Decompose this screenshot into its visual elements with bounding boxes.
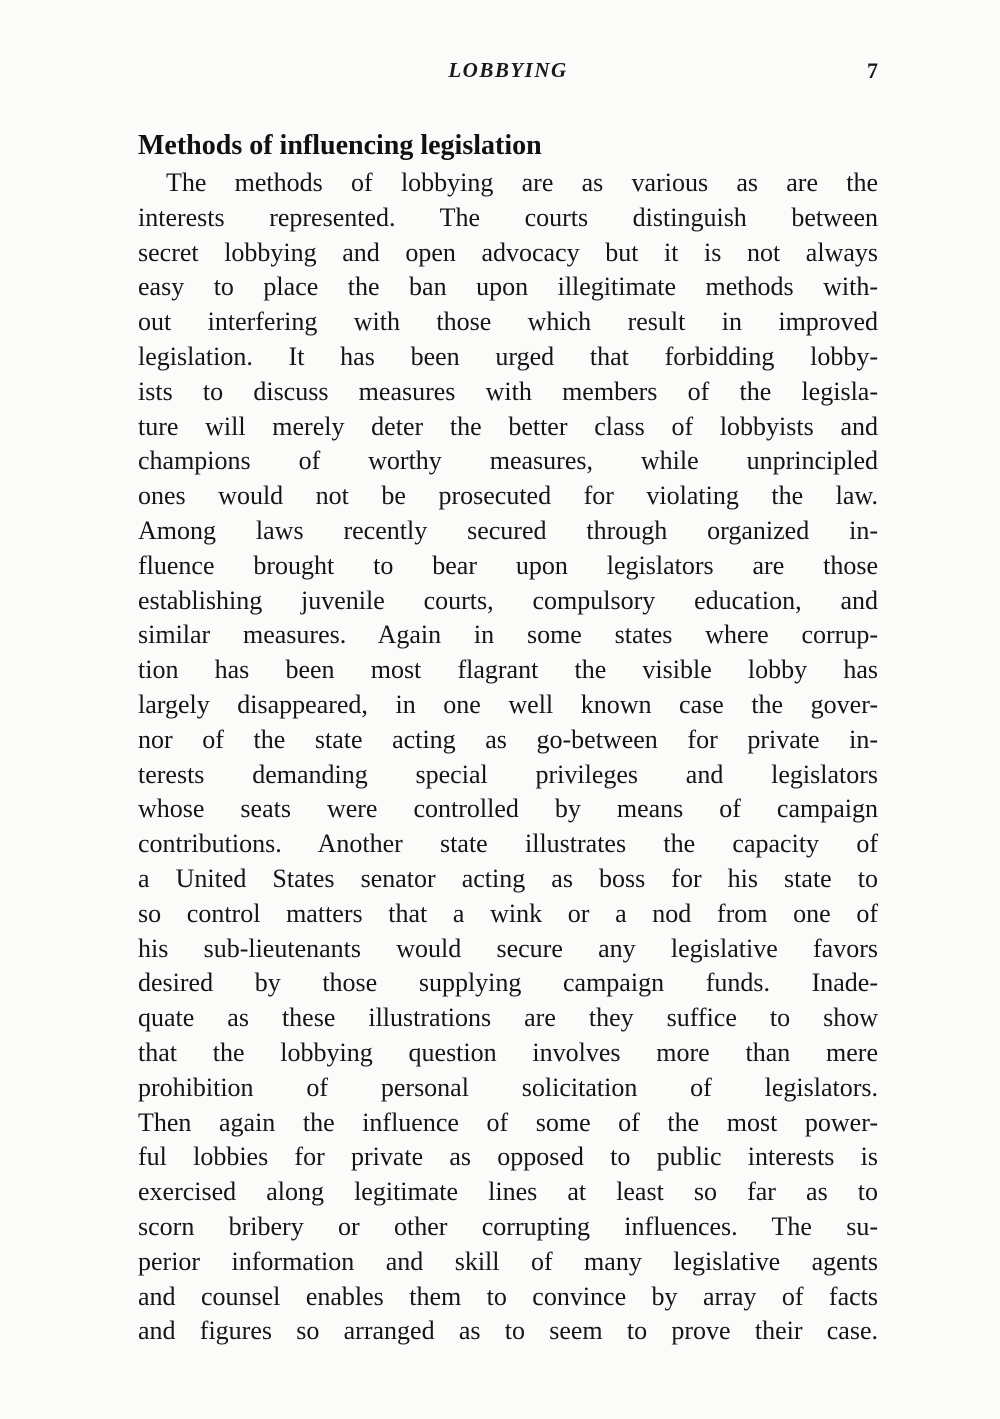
text-line: similar measures. Again in some states where corrup- [138,620,878,650]
text-line: terests demanding special privileges and legislators [138,759,878,789]
text-line: ture will merely deter the better class of lobbyists and [138,411,878,441]
section-heading: Methods of influencing legislation [138,130,542,161]
text-line: secret lobbying and open advocacy but it is not always [138,237,878,267]
text-line: and figures so arranged as to seem to prove their case. [138,1316,878,1346]
text-line: nor of the state acting as go-between for private in- [138,724,878,754]
text-line: so control matters that a wink or a nod from one of [138,898,878,928]
text-line: desired by those supplying campaign funds. Inade- [138,968,878,998]
text-line: Then again the influence of some of the most power- [138,1107,878,1137]
text-line: ful lobbies for private as opposed to public interests is [138,1142,878,1172]
text-line: out interfering with those which result in improved [138,307,878,337]
text-line: largely disappeared, in one well known case the gover- [138,689,878,719]
text-line: tion has been most flagrant the visible lobby has [138,655,878,685]
text-line: interests represented. The courts distinguish between [138,202,878,232]
text-line: ones would not be prosecuted for violating the law. [138,481,878,511]
text-line: scorn bribery or other corrupting influences. The su- [138,1211,878,1241]
text-line: and counsel enables them to convince by array of facts [138,1281,878,1311]
body-paragraph [138,166,878,1349]
text-line: prohibition of personal solicitation of legislators. [138,1072,878,1102]
page-number: 7 [867,58,878,83]
text-line: quate as these illustrations are they suffice to show [138,1003,878,1033]
text-line: exercised along legitimate lines at least so far as to [138,1177,878,1207]
text-line: contributions. Another state illustrates the capacity of [138,829,878,859]
text-line: establishing juvenile courts, compulsory education, and [138,585,878,615]
text-line: Among laws recently secured through organized in- [138,515,878,545]
text-line: The methods of lobbying are as various as are the [166,168,878,197]
text-line: whose seats were controlled by means of campaign [138,794,878,824]
running-head [138,58,878,90]
text-line: legislation. It has been urged that forbidding lobby- [138,341,878,371]
running-title: LOBBYING [448,58,568,82]
text-line: a United States senator acting as boss for his state to [138,863,878,893]
text-line: easy to place the ban upon illegitimate methods with- [138,272,878,302]
text-line: fluence brought to bear upon legislators are those [138,550,878,580]
text-line: perior information and skill of many legislative agents [138,1246,878,1276]
text-line: champions of worthy measures, while unprincipled [138,446,878,476]
text-line: that the lobbying question involves more than mere [138,1037,878,1067]
text-line: his sub-lieutenants would secure any legislative favors [138,933,878,963]
text-line: ists to discuss measures with members of the legisla- [138,376,878,406]
